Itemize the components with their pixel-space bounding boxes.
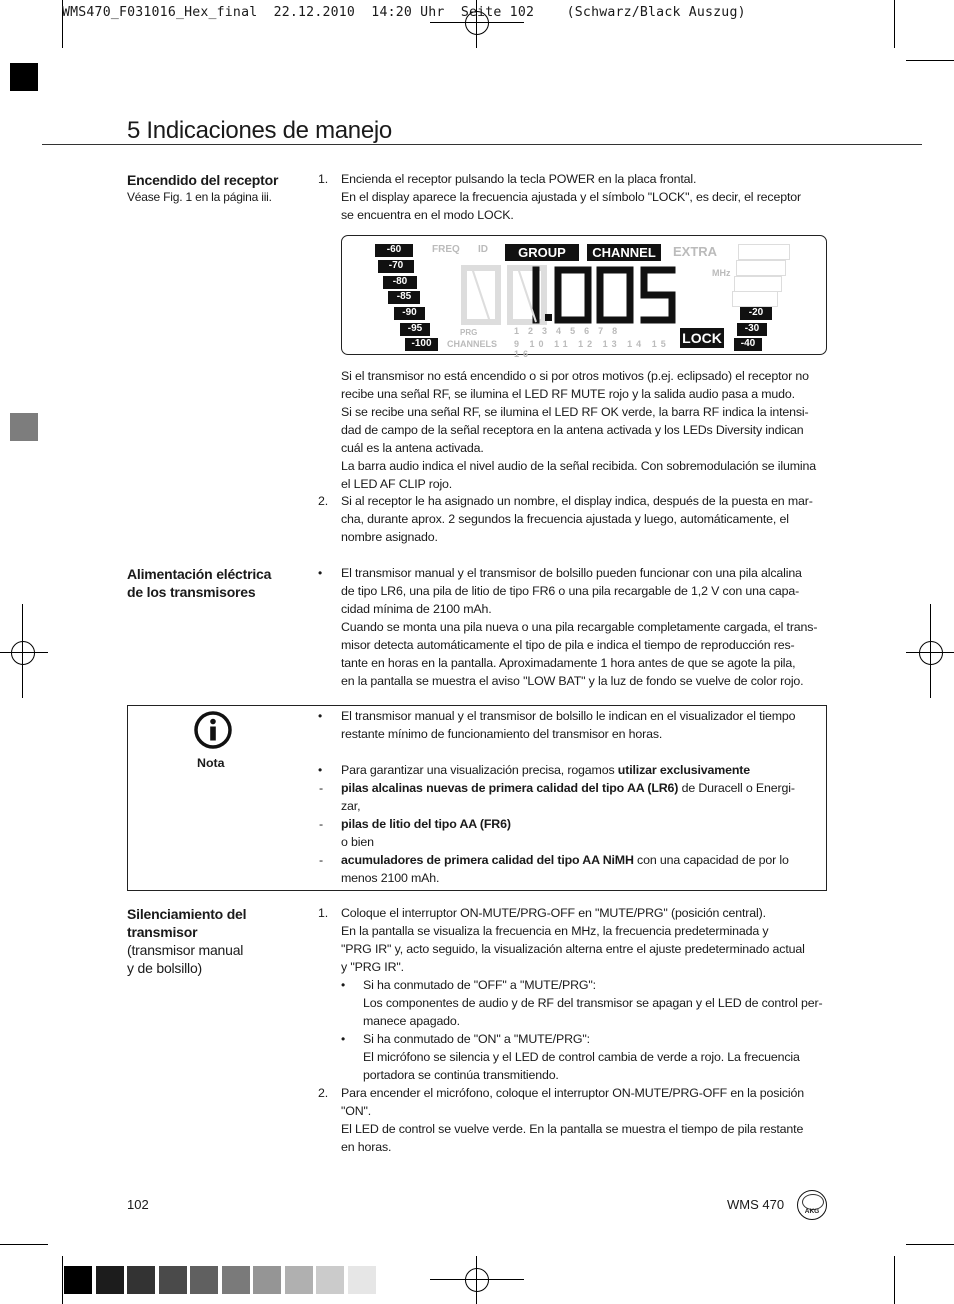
note-dash-2: pilas de litio del tipo AA (FR6) o bien xyxy=(341,817,511,849)
group-label: GROUP xyxy=(505,244,579,261)
swatch xyxy=(96,1266,124,1294)
print-header: WMS470_F031016_Hex_final 22.12.2010 14:20 Uhr Seite 102 (Schwarz/Black Auszug) xyxy=(62,5,746,20)
registration-mark xyxy=(465,1268,489,1292)
crop-mark xyxy=(894,1256,895,1304)
swatch xyxy=(316,1266,344,1294)
note-dash-3: acumuladores de primera calidad del tipo AA NiMH con una capacidad de por lo menos 2100 mAh. xyxy=(341,853,789,885)
dash: - xyxy=(319,817,323,831)
lock-indicator: LOCK xyxy=(680,328,724,348)
black-marker xyxy=(10,63,38,91)
product-name: WMS 470 xyxy=(727,1197,785,1212)
page-title: 5 Indicaciones de manejo xyxy=(127,117,392,144)
bullet: • xyxy=(341,978,346,992)
frequency-digits xyxy=(460,262,690,328)
step-2-text: Si al receptor le ha asignado un nombre, el display indica, después de la puesta en mar- cha, durante aprox. 2 segundos la frecuencia ajustada y luego, automáticamente, el nombre asignado. xyxy=(341,494,813,544)
bullet: • xyxy=(341,1032,346,1046)
step-1-text: Encienda el receptor pulsando la tecla POWER en la placa frontal. En el display aparece la frecuencia ajustada y el símbolo "LOCK", es decir, el receptor se encuentra en el modo LOCK. xyxy=(341,172,801,222)
list-number: 1. xyxy=(318,906,329,920)
registration-mark xyxy=(11,641,35,665)
akg-logo: AKG xyxy=(797,1190,827,1220)
swatch xyxy=(222,1266,250,1294)
mute-step-1: Coloque el interruptor ON-MUTE/PRG-OFF en "MUTE/PRG" (posición central). En la pantalla se visualiza la frecuencia en MHz, la frecuencia predeterminada y "PRG IR" y, acto seguido, la visualización alterna entre el ajuste predeterminado actual y "PRG IR". xyxy=(341,906,805,974)
section-heading-alimentacion: Alimentación eléctrica de los transmisores xyxy=(127,566,272,600)
crop-mark xyxy=(906,1244,954,1245)
swatch xyxy=(64,1266,92,1294)
dash: - xyxy=(319,781,323,795)
rf-explanation: Si el transmisor no está encendido o si por otros motivos (p.ej. eclipsado) el receptor no recibe una señal RF, se ilumina el LED RF MUTE rojo y la salida audio pasa a mudo. Si se recibe una señal RF, se ilumina el LED RF OK verde, la barra RF indica la intensi- dad de campo de la señal receptora en la antena activada y los LEDs Diversity indican cuál es la antena activada. La barra audio indica el nivel audio de la señal recibida. Con sobremodulación se ilumina el LED AF CLIP rojo. xyxy=(341,369,817,491)
crop-mark xyxy=(62,1256,63,1304)
mute-sub-2: Si ha conmutado de "ON" a "MUTE/PRG": El micrófono se silencia y el LED de control cambia de verde a rojo. La frecuencia portadora se continúa transmitiendo. xyxy=(363,1032,800,1082)
swatch xyxy=(253,1266,281,1294)
crop-mark xyxy=(894,0,895,48)
section-heading-silenciamiento: Silenciamiento del transmisor (transmisor manual y de bolsillo) xyxy=(127,906,247,976)
swatch xyxy=(159,1266,187,1294)
lcd-display-figure: -60 -70 -80 -85 -90 -95 -100 FREQ ID GROUP CHANNEL EXTRA MHz PRG CHANNELS 12345678 9 10 11 12 13 14 15 16 LOCK -20 -30 -40 xyxy=(341,235,827,355)
swatch xyxy=(285,1266,313,1294)
bullet: • xyxy=(318,566,323,580)
bullet: • xyxy=(318,709,323,723)
list-number: 1. xyxy=(318,172,329,186)
mute-step-2: Para encender el micrófono, coloque el interruptor ON-MUTE/PRG-OFF en la posición "ON". El LED de control se vuelve verde. En la pantalla se muestra el tiempo de pila restante en horas. xyxy=(341,1086,805,1154)
mute-sub-1: Si ha conmutado de "OFF" a "MUTE/PRG": Los componentes de audio y de RF del transmisor se apagan y el LED de control per- manece apagado. xyxy=(363,978,823,1028)
swatch xyxy=(127,1266,155,1294)
section-heading-encendido: Encendido del receptor Véase Fig. 1 en la página iii. xyxy=(127,172,279,204)
dash: - xyxy=(319,853,323,867)
note-bullet-1: El transmisor manual y el transmisor de bolsillo le indican en el visualizador el tiempo restante mínimo de funcionamiento del transmisor en horas. xyxy=(341,709,796,741)
crop-mark xyxy=(0,1244,48,1245)
title-rule xyxy=(42,144,922,145)
info-icon xyxy=(193,710,233,750)
list-number: 2. xyxy=(318,1086,329,1100)
page-number: 102 xyxy=(127,1197,149,1212)
battery-text: El transmisor manual y el transmisor de bolsillo pueden funcionar con una pila alcalina de tipo LR6, una pila de litio de tipo FR6 o una pila recargable de 1,2 V con una capa- cidad mínima de 2100 mAh. Cuando se monta una pila nueva o una pila recargable completamente cargada, el trans- misor detecta automáticamente el tipo de pila e indica el tiempo de reproducción res- tante en horas en la pantalla. Aproximadamente 1 hora antes de que se agote la pila, en la pantalla se muestra el aviso "LOW BAT" y la luz de fondo se vuelve de color rojo. xyxy=(341,566,818,688)
swatch xyxy=(348,1266,376,1294)
crop-mark xyxy=(906,60,954,61)
note-label: Nota xyxy=(197,756,225,770)
channel-label: CHANNEL xyxy=(587,244,661,261)
list-number: 2. xyxy=(318,494,329,508)
note-dash-1: pilas alcalinas nuevas de primera calidad del tipo AA (LR6) de Duracell o Energi- zar, xyxy=(341,781,795,813)
gray-marker xyxy=(10,413,38,441)
swatch xyxy=(190,1266,218,1294)
note-bullet-2: Para garantizar una visualización precisa, rogamos utilizar exclusivamente xyxy=(341,763,751,777)
bullet: • xyxy=(318,763,323,777)
registration-mark xyxy=(919,641,943,665)
